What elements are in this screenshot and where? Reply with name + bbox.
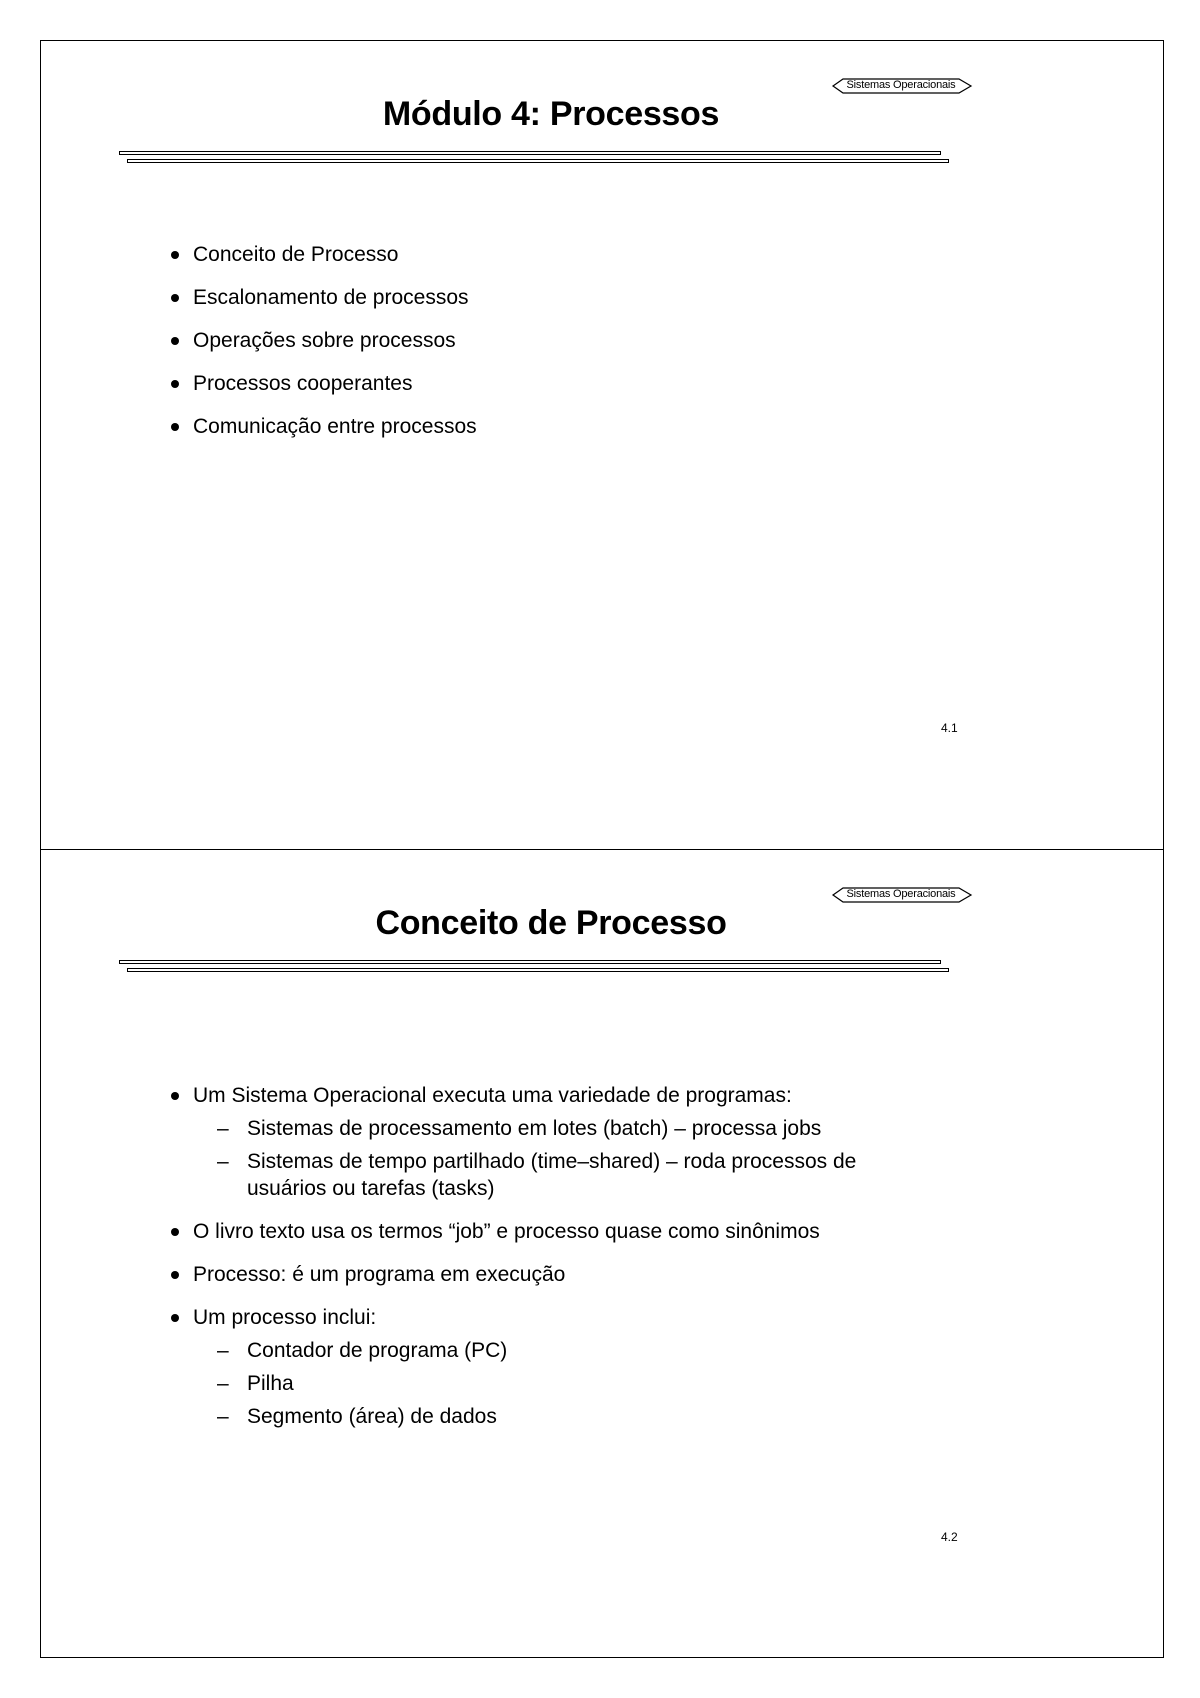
course-badge [825,886,977,904]
bullet-item [169,1304,929,1430]
title-rule [119,960,949,978]
bullet-item [169,1082,929,1202]
bullet-text: O livro texto usa os termos “job” e processo quase como sinônimos [193,1220,820,1243]
title-rule [119,151,949,169]
page-number: 4.2 [941,1530,958,1544]
bullet-item: Conceito de Processo [169,241,929,268]
slide-title: Módulo 4: Processos [382,95,720,133]
badge-label: Sistemas Operacionais [846,79,956,91]
bullet-list [169,1082,929,1446]
slide-title: Conceito de Processo [375,904,727,942]
bullet-text: Um processo inclui: [193,1306,377,1329]
sub-list [193,1115,929,1202]
sub-item: – Sistemas de tempo partilhado (time–shared) – roda processos de usuários ou tarefas (tasks) [193,1148,877,1202]
title-rule-bar [127,968,949,972]
sub-item: – Segmento (área) de dados [193,1403,877,1430]
bullet-text: Um Sistema Operacional executa uma variedade de programas: [193,1084,792,1107]
bullet-item: Processos cooperantes [169,370,929,397]
bullet-item: Operações sobre processos [169,327,929,354]
bullet-item: Escalonamento de processos [169,284,929,311]
title-rule-bar [119,960,941,964]
slide-2 [41,849,1163,1658]
sub-list [193,1337,929,1430]
sub-item: – Sistemas de processamento em lotes (batch) – processa jobs [193,1115,877,1142]
bullet-text: Processo: é um programa em execução [193,1263,566,1286]
sub-item: – Pilha [193,1370,877,1397]
bullet-item [169,1218,833,1245]
bullet-item [169,1261,929,1288]
page-number: 4.1 [941,721,958,735]
bullet-list [169,241,929,456]
sub-item: – Contador de programa (PC) [193,1337,877,1364]
bullet-item: Comunicação entre processos [169,413,929,440]
page-frame [40,40,1164,1658]
title-rule-bar [119,151,941,155]
course-badge [825,77,977,95]
title-rule-bar [127,159,949,163]
slide-1 [41,41,1163,849]
badge-label: Sistemas Operacionais [846,888,956,900]
